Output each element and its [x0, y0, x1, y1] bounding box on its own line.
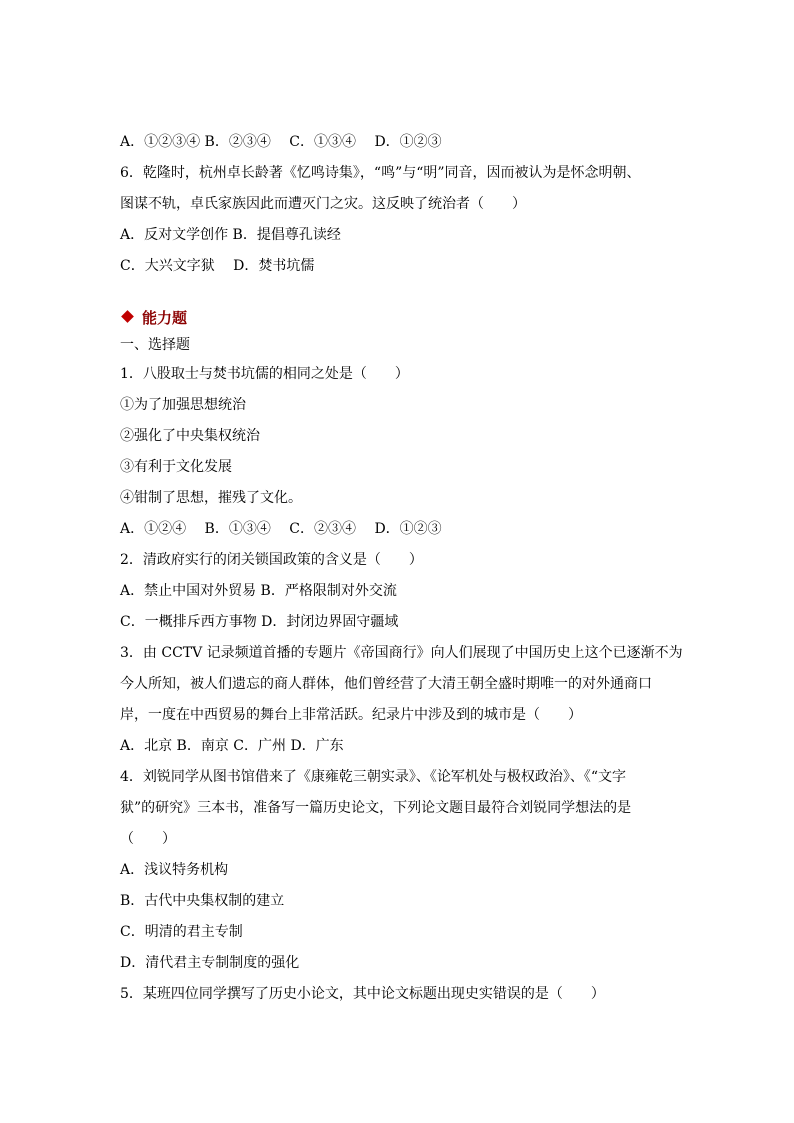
ability-q4-option-c: C．明清的君主专制: [120, 924, 243, 940]
ability-q4-option-a: A．浅议特务机构: [120, 862, 229, 878]
ability-section-heading: [120, 304, 680, 332]
prev-q5-options: A．①②③④ B．②③④ C．①③④ D．①②③: [120, 134, 442, 150]
ability-q3-line-3: 岸，一度在中西贸易的舞台上非常活跃。纪录片中涉及到的城市是（ ）: [120, 707, 582, 723]
q6-stem-line-1: 6．乾隆时，杭州卓长龄著《忆鸣诗集》，“鸣”与“明”同音，因而被认为是怀念明朝、: [120, 165, 641, 181]
ability-section-title: 能力题: [142, 309, 188, 327]
ability-q3-line-2: 今人所知，被人们遗忘的商人群体，他们曾经营了大清王朝全盛时期唯一的对外通商口: [120, 676, 652, 692]
ability-q1-item-1: ①为了加强思想统治: [120, 397, 246, 413]
ability-q5-stem: 5．某班四位同学撰写了历史小论文，其中论文标题出现史实错误的是（ ）: [120, 986, 605, 1002]
ability-q1-item-2: ②强化了中央集权统治: [120, 428, 260, 444]
ability-q4-line-3: （ ）: [120, 831, 176, 847]
ability-q1-stem: 1．八股取士与焚书坑儒的相同之处是（ ）: [120, 366, 409, 382]
diamond-bullet-icon: [121, 310, 134, 323]
ability-q4-option-d: D．清代君主专制制度的强化: [120, 955, 300, 971]
ability-q3-line-1: 3．由 CCTV 记录频道首播的专题片《帝国商行》向人们展现了中国历史上这个已逐渐不为: [120, 645, 683, 661]
ability-q1-item-4: ④钳制了思想，摧残了文化。: [120, 490, 302, 506]
ability-q4-option-b: B．古代中央集权制的建立: [120, 893, 285, 909]
ability-q1-options: A．①②④ B．①③④ C．②③④ D．①②③: [120, 521, 442, 537]
ability-q1-item-3: ③有利于文化发展: [120, 459, 232, 475]
document-content: [120, 127, 683, 1010]
ability-q2-options-cd: C．一概排斥西方事物 D．封闭边界固守疆域: [120, 614, 399, 630]
q6-options-cd: C．大兴文字狱 D．焚书坑儒: [120, 258, 315, 274]
q6-stem-line-2: 图谋不轨，卓氏家族因此而遭灭门之灾。这反映了统治者（ ）: [120, 196, 526, 212]
ability-section-subtitle: 一、选择题: [120, 337, 190, 353]
ability-q3-options: A．北京 B．南京 C．广州 D．广东: [120, 738, 344, 754]
ability-q4-line-2: 狱”的研究》三本书，准备写一篇历史论文，下列论文题目最符合刘锐同学想法的是: [120, 800, 632, 816]
ability-q4-line-1: 4．刘锐同学从图书馆借来了《康雍乾三朝实录》、《论军机处与极权政治》、《“文字: [120, 769, 627, 785]
ability-q2-stem: 2．清政府实行的闭关锁国政策的含义是（ ）: [120, 552, 423, 568]
q6-options-ab: A．反对文学创作 B．提倡尊孔读经: [120, 227, 341, 243]
ability-q2-options-ab: A．禁止中国对外贸易 B．严格限制对外交流: [120, 583, 397, 599]
